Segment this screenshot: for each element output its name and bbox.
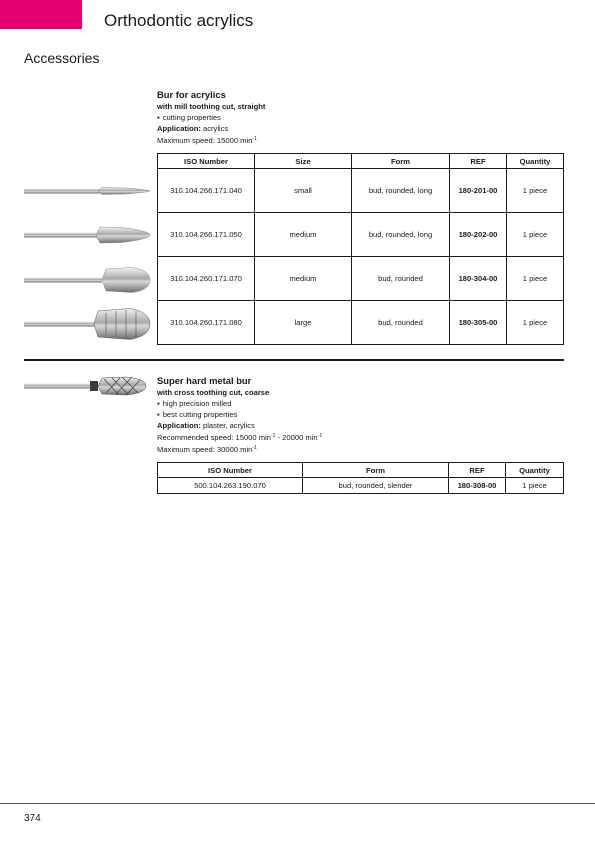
table-row [158,213,564,257]
iso-number-cell: 310.104.260.171.080 [158,301,255,345]
max-speed-unit-exponent: -1 [252,445,257,451]
iso-number-cell: 500.104.263.190.070 [158,478,303,494]
bur-small-image [22,182,152,200]
table-row [158,169,564,213]
table-header-row [158,463,564,478]
max-speed-text: Maximum speed: 30000 min [157,445,253,454]
table-row [158,478,564,494]
recommended-speed-text: Recommended speed: 15000 min [157,433,271,442]
product-2-description [157,375,322,455]
product-2-bullet: ▪ best cutting properties [157,409,322,420]
product-1-name: Bur for acrylics [157,89,226,100]
speed-unit-exponent: -1 [270,433,276,439]
page-title: Orthodontic acrylics [104,11,254,30]
section-title: Accessories [24,50,100,66]
size-cell: medium [255,213,352,257]
application-value: plaster, acrylics [200,421,255,430]
form-cell: bud, rounded, slender [303,478,449,494]
product-2-max-speed [157,443,322,455]
recommended-speed-upper: - 20000 min [275,433,318,442]
column-header: REF [449,463,506,478]
iso-number-cell: 310.104.266.171.050 [158,213,255,257]
column-header: Quantity [507,154,564,169]
table-row [158,257,564,301]
product-2-recommended-speed [157,431,322,443]
column-header: Size [255,154,352,169]
size-cell: medium [255,257,352,301]
super-hard-metal-bur-image [22,374,152,398]
product-2-table [157,462,564,494]
product-1-max-speed [157,134,265,146]
application-label: Application: [157,124,201,133]
ref-cell: 180-308-00 [449,478,506,494]
product-1-application [157,123,265,134]
table-header-row [158,154,564,169]
product-1-table [157,153,564,345]
ref-cell: 180-201-00 [450,169,507,213]
section-divider [24,359,564,361]
size-cell: small [255,169,352,213]
bur-large-image [22,307,152,341]
header-accent-bar [0,0,82,29]
application-label: Application: [157,421,201,430]
page-number: 374 [24,813,41,824]
footer-divider [0,803,595,804]
product-1-subtitle: with mill toothing cut, straight [157,102,266,111]
quantity-cell: 1 piece [507,257,564,301]
iso-number-cell: 310.104.260.171.070 [158,257,255,301]
size-cell: large [255,301,352,345]
product-2-subtitle: with cross toothing cut, coarse [157,388,270,397]
iso-number-cell: 310.104.266.171.040 [158,169,255,213]
max-speed-text: Maximum speed: 15000 min [157,136,253,145]
application-value: acrylics [200,124,229,133]
product-2-application [157,420,322,431]
column-header: Form [352,154,450,169]
column-header: ISO Number [158,463,303,478]
ref-cell: 180-304-00 [450,257,507,301]
quantity-cell: 1 piece [507,213,564,257]
column-header: Form [303,463,449,478]
form-cell: bud, rounded [352,257,450,301]
column-header: Quantity [506,463,564,478]
form-cell: bud, rounded, long [352,169,450,213]
quantity-cell: 1 piece [507,301,564,345]
column-header: REF [450,154,507,169]
product-2-bullet: ▪ high precision milled [157,398,322,409]
ref-cell: 180-305-00 [450,301,507,345]
product-1-bullet: ▪ cutting properties [157,112,265,123]
max-speed-unit-exponent: -1 [252,136,257,142]
quantity-cell: 1 piece [507,169,564,213]
column-header: ISO Number [158,154,255,169]
product-1-description [157,89,265,146]
form-cell: bud, rounded [352,301,450,345]
bur-medium-long-image [22,224,152,246]
table-row [158,301,564,345]
speed-unit-exponent: -1 [317,433,323,439]
product-2-name: Super hard metal bur [157,375,252,386]
form-cell: bud, rounded, long [352,213,450,257]
ref-cell: 180-202-00 [450,213,507,257]
quantity-cell: 1 piece [506,478,564,494]
bur-medium-image [22,265,152,295]
